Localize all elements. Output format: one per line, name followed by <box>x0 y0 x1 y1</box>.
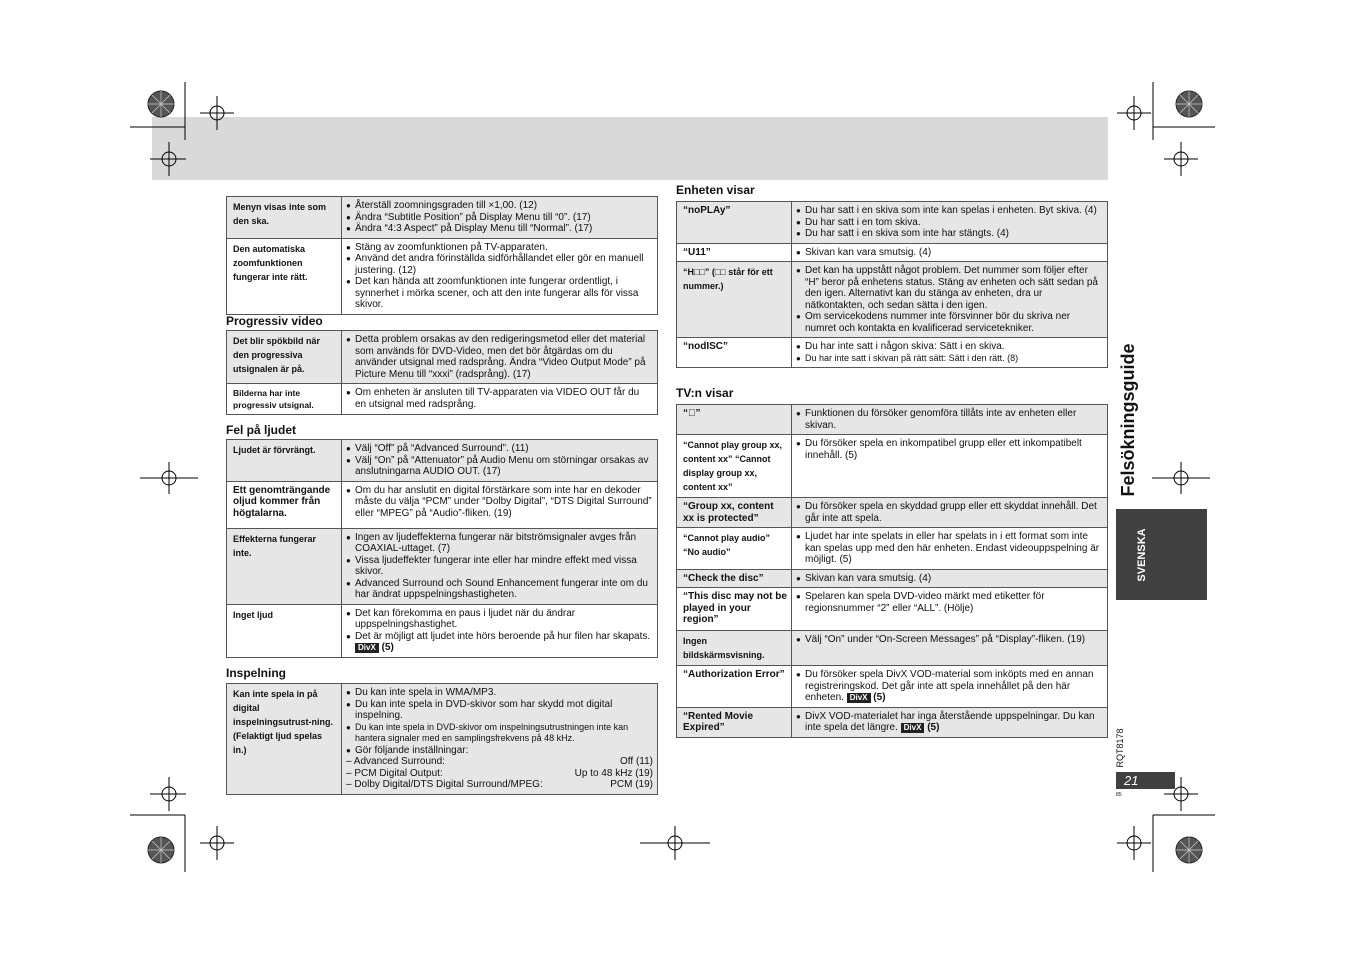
list-item: ● Det kan förekomma en paus i ljudet när du ändrar uppspelningshastighet. <box>346 608 653 631</box>
setting-label: – PCM Digital Output: <box>346 767 443 779</box>
problem-label: Kan inte spela in på digital inspelningsutrust-ning. (Felaktigt ljud spelas in.) <box>227 684 342 795</box>
table-row <box>227 528 658 604</box>
message-label: “U11” <box>677 243 792 262</box>
table-row <box>677 338 1108 368</box>
list-item: ● Om servicekodens nummer inte försvinner bör du skriva ner numret och kontakta en kvalificerad servicetekniker. <box>796 311 1103 334</box>
page-ref: (5) <box>927 722 940 733</box>
list-item: ● Du kan inte spela in DVD-skivor om inspelningsutrustningen inte kan hantera signaler med en samplingsfrekvens på 48 kHz. <box>346 722 653 745</box>
list-item: ● Ljudet har inte spelats in eller har spelats in i ett format som inte kan spelas upp med den här enheten. Endast videouppspelning är möjligt. (5) <box>796 531 1103 566</box>
list-item: ● Det kan hända att zoomfunktionen inte fungerar ordentligt, i synnerhet i mörka scener, och att den inte fungerar alls för vissa skivor. <box>346 276 653 311</box>
list-item: ● Du försöker spela en inkompatibel grupp eller ett inkompatibelt innehåll. (5) <box>796 438 1103 461</box>
setting-value: Off (11) <box>620 756 653 767</box>
problem-label: Menyn visas inte som den ska. <box>227 197 342 239</box>
list-item <box>346 631 653 654</box>
list-item-text: Det är möjligt att ljudet inte hörs beroende på hur filen har skapats. <box>355 630 651 642</box>
table-row <box>227 384 658 415</box>
list-item: ● Ingen av ljudeffekterna fungerar när bitströmsignaler avges från COAXIAL-uttaget. (7) <box>346 532 653 555</box>
list-item: ● Skivan kan vara smutsig. (4) <box>796 573 1103 585</box>
message-label: “Cannot play audio” “No audio” <box>677 528 792 570</box>
section-title-recording: Inspelning <box>226 666 286 680</box>
message-label: “Cannot play group xx, content xx” “Cannot display group xx, content xx” <box>677 435 792 498</box>
list-item: ● Stäng av zoomfunktionen på TV-apparaten. <box>346 242 653 254</box>
message-label: “⃠” <box>677 405 792 435</box>
list-item: ● Gör följande inställningar: <box>346 745 653 757</box>
doc-code <box>1107 727 1137 777</box>
list-item: ● Skivan kan vara smutsig. (4) <box>796 247 1103 259</box>
list-item: ● Du har inte satt i skivan på rätt sätt: Sätt i den rätt. (8) <box>796 353 1103 365</box>
table-row <box>677 707 1108 737</box>
problem-label: Effekterna fungerar inte. <box>227 528 342 604</box>
table-row <box>677 631 1108 666</box>
divx-badge: DivX <box>847 693 871 703</box>
setting-row <box>346 768 653 780</box>
message-label: “Authorization Error” <box>677 666 792 708</box>
message-label: “Rented Movie Expired” <box>677 707 792 737</box>
page-ref: (5) <box>381 642 394 653</box>
message-label: “nodISC” <box>677 338 792 368</box>
list-item: ● Du har satt i en skiva som inte har stängts. (4) <box>796 228 1103 240</box>
list-item: ● Välj “On” på “Attenuator” på Audio Menu om störningar orsakas av anslutningarna AUDIO OUT. (17) <box>346 455 653 478</box>
message-label: Ingen bildskärmsvisning. <box>677 631 792 666</box>
sound-table <box>226 439 658 658</box>
list-item <box>796 711 1103 734</box>
list-item-text: DivX VOD-materialet har inga återstående uppspelningar. Du kan inte spela det längre. <box>805 710 1095 733</box>
message-label: “Check the disc” <box>677 569 792 588</box>
recording-table <box>226 683 658 795</box>
chapter-title <box>1113 340 1143 500</box>
table-row <box>227 684 658 795</box>
page-ref: (5) <box>873 692 886 703</box>
setting-label: – Dolby Digital/DTS Digital Surround/MPEG: <box>346 779 543 790</box>
chapter-title-text: Felsökningsguide <box>1118 343 1138 497</box>
divx-badge: DivX <box>355 643 379 653</box>
list-item-text: Du försöker spela DivX VOD-material som inköpts med en annan registreringskod. Det går inte att spela innehållet på den här enheten. <box>805 669 1094 703</box>
table-row <box>227 481 658 528</box>
table-row <box>227 331 658 384</box>
table-row <box>227 238 658 314</box>
table-row <box>677 528 1108 570</box>
list-item <box>796 669 1103 704</box>
section-title-progressive: Progressiv video <box>226 314 323 328</box>
setting-value: PCM (19) <box>610 779 653 790</box>
message-label: “Group xx, content xx is protected” <box>677 498 792 528</box>
problem-label: Det blir spökbild när den progressiva utsignalen är på. <box>227 331 342 384</box>
setting-label: – Advanced Surround: <box>346 756 445 767</box>
message-label: “This disc may not be played in your region” <box>677 588 792 631</box>
list-item: ● Advanced Surround och Sound Enhancement fungerar inte om du har ändrat uppspelningshastigheten. <box>346 578 653 601</box>
language-tab <box>1116 509 1207 600</box>
section-title-tv: TV:n visar <box>676 386 734 400</box>
table-row <box>227 197 658 239</box>
table-row <box>677 405 1108 435</box>
table-row <box>677 588 1108 631</box>
message-label: “H□□” (□□ står för ett nummer.) <box>677 262 792 338</box>
setting-row <box>346 779 653 791</box>
table-row <box>677 202 1108 244</box>
list-item: ● Om enheten är ansluten till TV-apparaten via VIDEO OUT får du en utsignal med radsprång. <box>346 387 653 410</box>
list-item: ● Du kan inte spela in DVD-skivor som har skydd mot digital inspelning. <box>346 699 653 722</box>
list-item: ● Detta problem orsakas av den redigeringsmetod eller det material som används för DVD-Video, men det bör åtgärdas om du använder utsignal med radsprång. Ändra “Video Output Mode” på Picture Menu till “xxxi” (radsprång). (17) <box>346 334 653 380</box>
progressive-table <box>226 330 658 415</box>
language-label: SVENSKA <box>1136 528 1148 582</box>
problem-label: Inget ljud <box>227 604 342 657</box>
list-item: ● Du kan inte spela in WMA/MP3. <box>346 687 653 699</box>
table-row <box>677 498 1108 528</box>
problem-label: Den automatiska zoomfunktionen fungerar inte rätt. <box>227 238 342 314</box>
problem-label: Ljudet är förvrängt. <box>227 440 342 482</box>
list-item: ● Om du har anslutit en digital förstärkare som inte har en dekoder måste du välja “PCM” under “Dolby Digital”, “DTS Digital Surround” eller “MPEG” på “Audio”-fliken. (19) <box>346 485 653 520</box>
unit-table <box>676 201 1108 368</box>
page-number: 21 <box>1116 772 1175 789</box>
list-item: ● Du har satt i en skiva som inte kan spelas i enheten. Byt skiva. (4) <box>796 205 1103 217</box>
table-row <box>677 243 1108 262</box>
list-item: ● Ändra “Subtitle Position” på Display Menu till “0”. (17) <box>346 212 653 224</box>
list-item: ● Det kan ha uppstått något problem. Det nummer som följer efter “H” beror på enhetens status. Stäng av enheten och sätt sedan på den igen. Alternativt kan du stänga av enheten, dra ur nätkontakten, och sedan sätta i den igen. <box>796 265 1103 311</box>
list-item: ● Du har inte satt i någon skiva: Sätt i en skiva. <box>796 341 1103 353</box>
divx-badge: DivX <box>901 723 925 733</box>
list-item: ● Välj “Off” på “Advanced Surround”. (11) <box>346 443 653 455</box>
section-title-sound: Fel på ljudet <box>226 423 297 437</box>
table-row <box>227 440 658 482</box>
list-item: ● Välj “On” under “On-Screen Messages” på “Display”-fliken. (19) <box>796 634 1103 646</box>
doc-code-text: RQT8178 <box>1115 728 1125 768</box>
zoom-table <box>226 196 658 315</box>
small-code: 85 <box>1116 792 1122 798</box>
list-item: ● Vissa ljudeffekter fungerar inte eller har mindre effekt med vissa skivor. <box>346 555 653 578</box>
list-item: ● Funktionen du försöker genomföra tillåts inte av enheten eller skivan. <box>796 408 1103 431</box>
table-row <box>677 666 1108 708</box>
list-item: ● Spelaren kan spela DVD-video märkt med etiketter för regionsnummer “2” eller “ALL”. (Hölje) <box>796 591 1103 614</box>
table-row <box>227 604 658 657</box>
section-title-unit: Enheten visar <box>676 183 755 197</box>
problem-label: Bilderna har inte progressiv utsignal. <box>227 384 342 415</box>
list-item: ● Du försöker spela en skyddad grupp eller ett skyddat innehåll. Det går inte att spela. <box>796 501 1103 524</box>
list-item: ● Ändra “4:3 Aspect” på Display Menu till “Normal”. (17) <box>346 223 653 235</box>
problem-label: Ett genomträngande oljud kommer från högtalarna. <box>227 481 342 528</box>
list-item: ● Använd det andra förinställda sidförhållandet eller gör en manuell justering. (12) <box>346 253 653 276</box>
table-row <box>677 435 1108 498</box>
setting-row <box>346 756 653 768</box>
message-label: “noPLAy” <box>677 202 792 244</box>
setting-value: Up to 48 kHz (19) <box>574 767 653 779</box>
table-row <box>677 569 1108 588</box>
table-row <box>677 262 1108 338</box>
list-item: ● Du har satt i en tom skiva. <box>796 217 1103 229</box>
list-item: ● Återställ zoomningsgraden till ×1,00. (12) <box>346 200 653 212</box>
tv-table <box>676 404 1108 738</box>
